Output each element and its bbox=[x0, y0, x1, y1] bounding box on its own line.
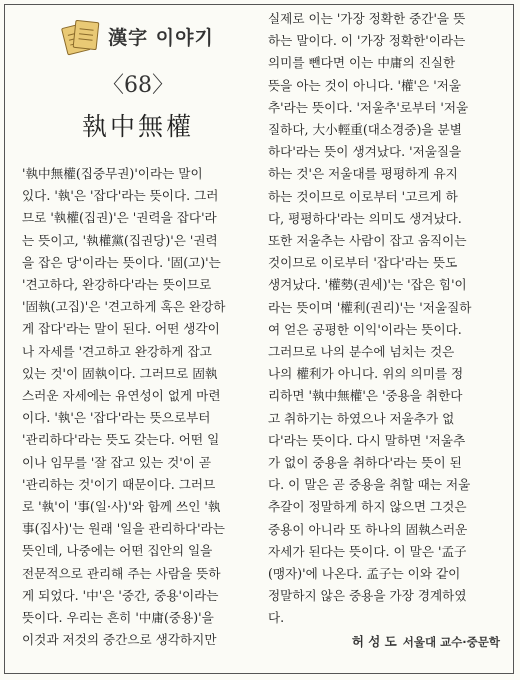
series-header bbox=[22, 16, 254, 56]
text-line: 여 얻은 공평한 이익'이라는 뜻이다. bbox=[268, 321, 462, 337]
author-affiliation: 서울대 교수·중문학 bbox=[402, 634, 500, 649]
text-line: '執中無權(집중무권)'이라는 말이 bbox=[22, 166, 203, 181]
text-line: 하는 것이므로 이로부터 '고르게 하 bbox=[268, 188, 458, 204]
text-line: (맹자)'에 나온다. 孟子는 이와 같이 bbox=[268, 566, 461, 582]
text-line: 추갈이 정말하게 하지 않으면 그것은 bbox=[268, 499, 467, 515]
text-line: 또한 저울추는 사람이 잡고 움직이는 bbox=[268, 233, 467, 249]
text-line: 있다. '執'은 '잡다'라는 뜻이다. 그러 bbox=[22, 188, 219, 204]
text-line: 의미를 뺀다면 이는 中庸의 진실한 bbox=[268, 55, 456, 71]
right-body-text bbox=[268, 8, 500, 630]
text-line: 중용이 아니라 또 하나의 固執스러운 bbox=[268, 521, 468, 537]
text-line: '관리하는 것'이기 때문이다. 그러므 bbox=[22, 476, 216, 492]
text-line: 하는 말이다. 이 '가장 정확한'이라는 bbox=[268, 33, 466, 49]
text-line: 정말하지 않은 중용을 가장 경계하였 bbox=[268, 588, 467, 604]
text-line: 다. bbox=[268, 610, 285, 626]
left-body-text bbox=[22, 163, 254, 651]
text-line: 事(집사)'는 원래 '일을 관리하다'라는 bbox=[22, 521, 225, 537]
text-line: '관리하다'라는 뜻도 갖는다. 어떤 일 bbox=[22, 432, 220, 448]
text-line: 실제로 이는 '가장 정확한 중간'을 뜻 bbox=[268, 11, 466, 26]
text-line: '固執(고집)'은 '견고하게 혹은 완강하 bbox=[22, 299, 226, 315]
text-line: 그러므로 나의 분수에 넘치는 것은 bbox=[268, 344, 455, 360]
series-title: 漢字 이야기 bbox=[108, 26, 214, 49]
text-line: 이것과 저것의 중간으로 생각하지만 bbox=[22, 632, 217, 648]
text-line: 다, 평평하다'라는 의미도 생겨났다. bbox=[268, 210, 462, 226]
byline bbox=[268, 632, 500, 650]
text-line: 뜻을 아는 것이 아니다. '權'은 '저울 bbox=[268, 77, 461, 93]
text-line: 로 '執'이 '事(일·사)'와 함께 쓰인 '執 bbox=[22, 499, 221, 515]
text-line: 질하다, 大小輕重(대소경중)을 분별 bbox=[268, 122, 462, 138]
text-line: 하는 것'은 저울대를 평평하게 유지 bbox=[268, 166, 458, 182]
text-line: 리하면 '執中無權'은 '중용을 취한다 bbox=[268, 388, 463, 404]
text-line: 나의 權利가 아니다. 위의 의미를 정 bbox=[268, 366, 464, 382]
text-line: 것이므로 이로부터 '잡다'라는 뜻도 bbox=[268, 255, 458, 271]
text-line: 생겨났다. '權勢(권세)'는 '잡은 힘'이 bbox=[268, 277, 467, 293]
text-line: 하다'라는 뜻이 생겨났다. '저울질을 bbox=[268, 144, 462, 160]
text-line: 추'라는 뜻이다. '저울추'로부터 '저울 bbox=[268, 99, 469, 115]
text-line: 는 뜻이고, '執權黨(집권당)'은 '권력 bbox=[22, 232, 218, 248]
article-headline: 執中無權 bbox=[81, 112, 194, 141]
text-line: 이나 임무를 '잘 잡고 있는 것'이 곧 bbox=[22, 454, 212, 470]
text-line: 므로 '執權(집권)'은 '권력을 잡다'라 bbox=[22, 210, 217, 226]
text-line: 다'라는 뜻이다. 다시 말하면 '저울추 bbox=[268, 432, 466, 448]
text-line: 다. 이 말은 곧 중용을 취할 때는 저울 bbox=[268, 477, 471, 493]
text-line: '견고하다, 완강하다'라는 뜻이므로 bbox=[22, 277, 212, 293]
text-line: 라는 뜻이며 '權利(권리)'는 '저울질하 bbox=[268, 299, 472, 315]
text-line: 뜻인데, 나중에는 어떤 집안의 일을 bbox=[22, 543, 213, 559]
text-line: 게 되었다. '中'은 '중간, 중용'이라는 bbox=[22, 587, 219, 603]
text-line: 있는 것'이 固執이다. 그러므로 固執 bbox=[22, 365, 218, 381]
text-line: 가 없이 중용을 취하다'라는 뜻이 된 bbox=[268, 455, 462, 471]
issue-number: 〈68〉 bbox=[102, 73, 174, 98]
text-line: 스러운 자세에는 유연성이 없게 마련 bbox=[22, 388, 221, 404]
text-line: 자세가 된다는 뜻이다. 이 말은 '孟子 bbox=[268, 543, 467, 559]
text-line: 나 자세를 '견고하고 완강하게 잡고 bbox=[22, 343, 212, 359]
scroll-papers-icon bbox=[62, 19, 102, 53]
text-line: 고 취하기는 하였으나 저울추가 없 bbox=[268, 410, 455, 426]
left-column bbox=[22, 16, 254, 666]
text-line: 뜻이다. 우리는 흔히 '中庸(중용)'을 bbox=[22, 610, 214, 626]
text-line: 을 잡은 당'이라는 뜻이다. '固(고)'는 bbox=[22, 254, 221, 270]
text-line: 이다. '執'은 '잡다'라는 뜻으로부터 bbox=[22, 410, 211, 426]
right-column bbox=[268, 8, 500, 668]
text-line: 게 잡다'라는 말이 된다. 어떤 생각이 bbox=[22, 321, 220, 337]
text-line: 전문적으로 관리해 주는 사람을 뜻하 bbox=[22, 565, 221, 581]
author-name: 허 성 도 bbox=[351, 633, 397, 649]
